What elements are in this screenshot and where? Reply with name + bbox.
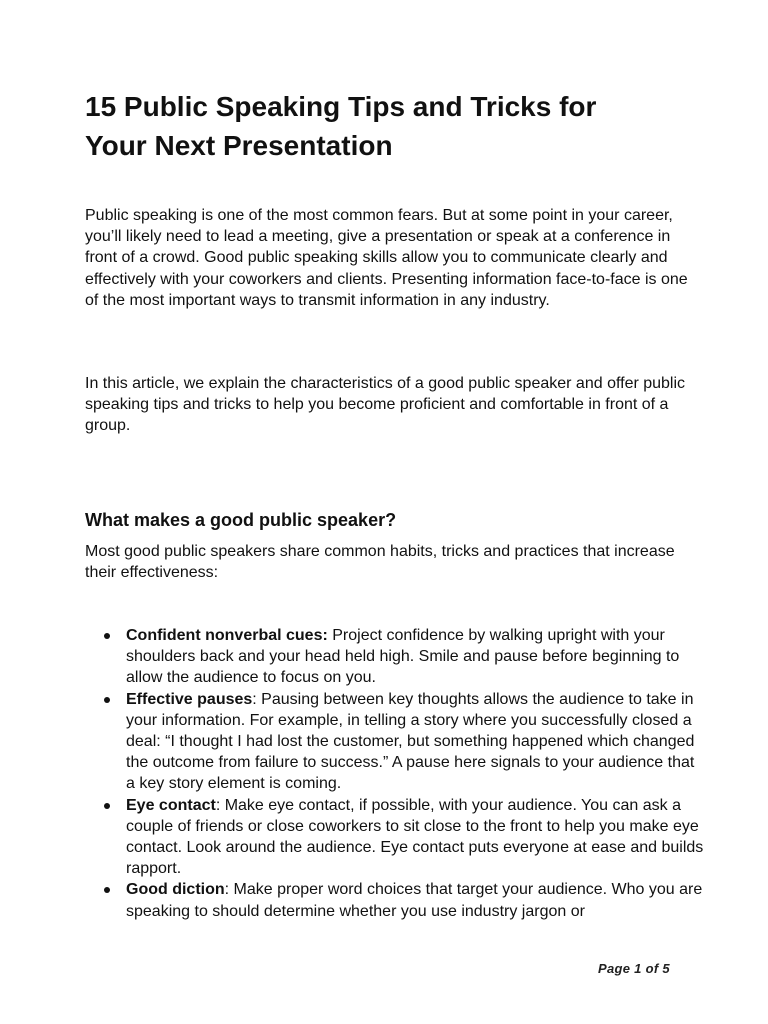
bullet-text: Project confidence by walking upright with your shoulders back and your head held high. Smile and pause before beginning to allow the audience to focus on you. bbox=[126, 627, 680, 687]
section-intro: Most good public speakers share common habits, tricks and practices that increase their effectiveness: bbox=[85, 543, 675, 582]
bullet-dot-icon bbox=[104, 803, 110, 809]
bullet-text: : Pausing between key thoughts allows the audience to take in your information. For example, in telling a story where you successfully closed a deal: “I thought I had lost the customer, but something happened which changed the outcome from failure to success.” A pause here signals to your audience that a key story element is coming. bbox=[126, 690, 695, 793]
bullet-dot-icon bbox=[104, 887, 110, 893]
bullet-item-eye-contact bbox=[85, 795, 705, 880]
intro-paragraph-2: In this article, we explain the characteristics of a good public speaker and offer public speaking tips and tricks to help you become proficient and comfortable in front of a group. bbox=[85, 375, 686, 435]
bullet-term: Effective pauses bbox=[126, 690, 253, 708]
bullet-item-confident-nonverbal-cues bbox=[85, 625, 705, 689]
title-line-2: Your Next Presentation bbox=[85, 130, 393, 161]
title-line-1: 15 Public Speaking Tips and Tricks for bbox=[85, 91, 597, 122]
bullet-item-good-diction bbox=[85, 879, 705, 921]
bullet-term: Confident nonverbal cues: bbox=[126, 627, 328, 644]
bullet-term: Eye contact bbox=[126, 796, 216, 814]
document-title bbox=[85, 87, 705, 165]
bullet-term: Good diction bbox=[126, 881, 225, 899]
intro-paragraph-1: Public speaking is one of the most common fears. But at some point in your career, you’ll likely need to lead a meeting, give a presentation or speak at a conference in front of a crowd. Good public speaking skills allow you to communicate clearly and effectively with your coworkers and clients. Presenting information face-to-face is one of the most important ways to transmit information in any industry. bbox=[85, 207, 688, 309]
bullet-dot-icon bbox=[104, 697, 110, 703]
bullet-list bbox=[85, 625, 705, 922]
bullet-item-effective-pauses bbox=[85, 689, 705, 795]
bullet-dot-icon bbox=[104, 633, 110, 639]
section-heading: What makes a good public speaker? bbox=[85, 510, 397, 530]
bullet-text: : Make proper word choices that target your audience. Who you are speaking to should determine whether you use industry jargon or bbox=[126, 881, 703, 920]
bullet-text: : Make eye contact, if possible, with your audience. You can ask a couple of friends or close coworkers to sit close to the front to help you make eye contact. Look around the audience. Eye contact puts everyone at ease and builds rapport. bbox=[126, 796, 704, 878]
page-number-footer: Page 1 of 5 bbox=[598, 961, 670, 976]
